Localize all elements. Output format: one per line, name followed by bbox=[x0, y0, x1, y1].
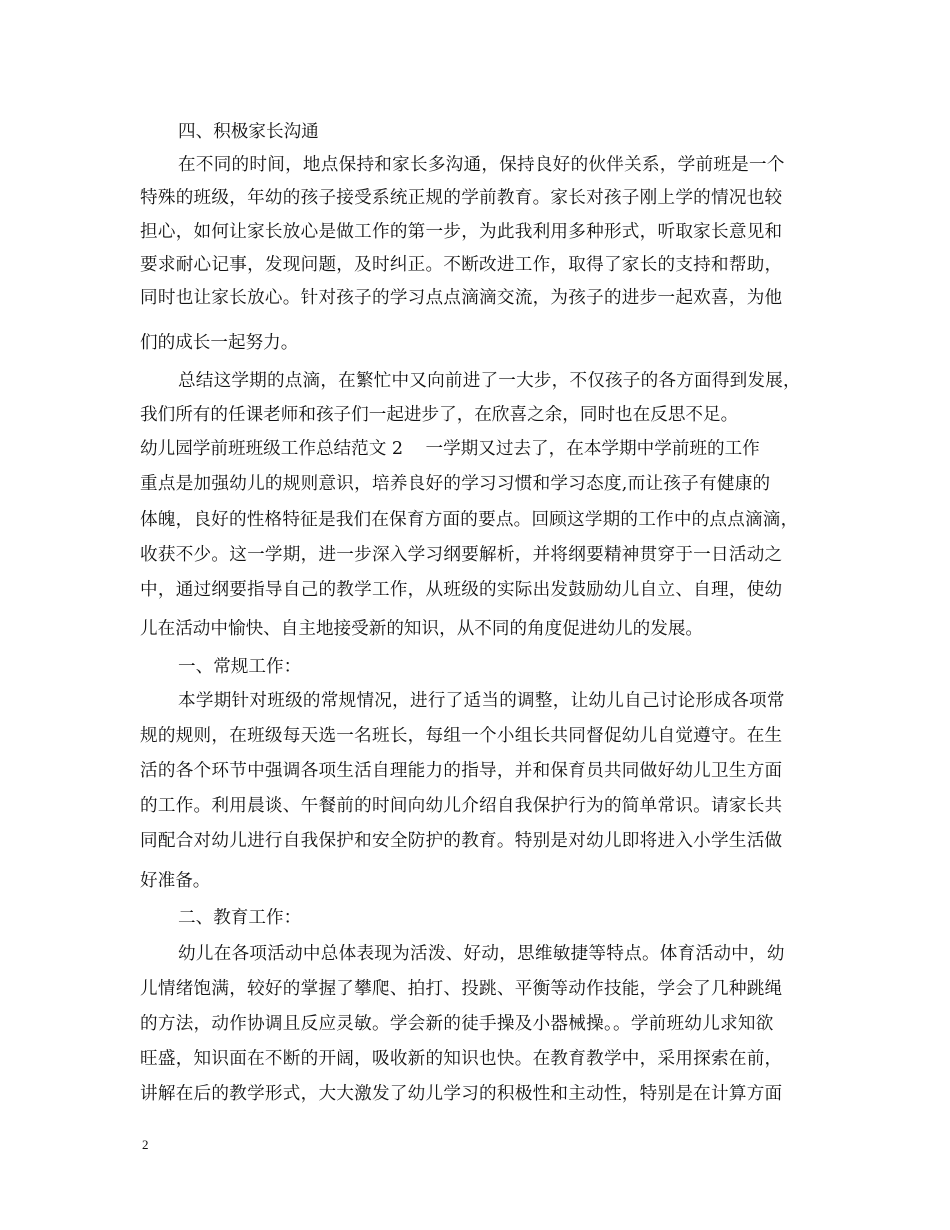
section-heading: 二、教育工作： bbox=[178, 908, 302, 928]
paragraph-line: 好准备。 bbox=[140, 871, 211, 891]
paragraph-line: 担心，如何让家长放心是做工作的第一步，为此我利用多种形式，听取家长意见和 bbox=[140, 222, 783, 242]
paragraph-line: 要求耐心记事，发现问题，及时纠正。不断改进工作，取得了家长的支持和帮助， bbox=[140, 255, 783, 275]
paragraph-line: 我们所有的任课老师和孩子们一起进步了，在欣喜之余，同时也在反思不足。 bbox=[140, 405, 739, 425]
paragraph-line: 重点是加强幼儿的规则意识，培养良好的学习习惯和学习态度,而让孩子有健康的 bbox=[140, 474, 771, 494]
paragraph-line: 的工作。利用晨谈、午餐前的时间向幼儿介绍自我保护行为的简单常识。请家长共 bbox=[140, 796, 783, 816]
paragraph-line: 本学期针对班级的常规情况，进行了适当的调整，让幼儿自己讨论形成各项常 bbox=[178, 691, 785, 711]
paragraph-line: 总结这学期的点滴，在繁忙中又向前进了一大步，不仅孩子的各方面得到发展， bbox=[178, 371, 801, 391]
paragraph-line: 的方法，动作协调且反应灵敏。学会新的徒手操及小器械操。。学前班幼儿求知欲 bbox=[140, 1014, 774, 1034]
paragraph-line: 儿情绪饱满，较好的掌握了攀爬、拍打、投跳、平衡等动作技能，学会了几种跳绳 bbox=[140, 979, 783, 999]
paragraph-line: 们的成长一起努力。 bbox=[140, 333, 299, 353]
paragraph-line: 同时也让家长放心。针对孩子的学习点点滴滴交流，为孩子的进步一起欢喜，为他 bbox=[140, 288, 783, 308]
paragraph-line: 儿在活动中愉快、自主地接受新的知识，从不同的角度促进幼儿的发展。 bbox=[140, 619, 704, 639]
section-heading: 一、常规工作： bbox=[178, 657, 302, 677]
paragraph-line: 活的各个环节中强调各项生活自理能力的指导，并和保育员共同做好幼儿卫生方面 bbox=[140, 761, 783, 781]
paragraph-line: 中，通过纲要指导自己的教学工作，从班级的实际出发鼓励幼儿自立、自理，使幼 bbox=[140, 580, 783, 600]
paragraph-line: 同配合对幼儿进行自我保护和安全防护的教育。特别是对幼儿即将进入小学生活做 bbox=[140, 831, 783, 851]
page-number: 2 bbox=[142, 1137, 149, 1152]
section-heading: 四、积极家长沟通 bbox=[178, 122, 319, 142]
paragraph-line: 规的规则，在班级每天选一名班长，每组一个小组长共同督促幼儿自觉遵守。在生 bbox=[140, 726, 783, 746]
paragraph-line: 收获不少。这一学期，进一步深入学习纲要解析，并将纲要精神贯穿于一日活动之 bbox=[140, 545, 783, 565]
paragraph-line: 讲解在后的教学形式，大大激发了幼儿学习的积极性和主动性，特别是在计算方面 bbox=[140, 1084, 783, 1104]
paragraph-line: 体魄，良好的性格特征是我们在保育方面的要点。回顾这学期的工作中的点点滴滴， bbox=[140, 510, 799, 530]
paragraph-line: 旺盛，知识面在不断的开阔，吸收新的知识也快。在教育教学中，采用探索在前， bbox=[140, 1049, 783, 1069]
article-title-line: 幼儿园学前班班级工作总结范文 2 一学期又过去了，在本学期中学前班的工作 bbox=[140, 439, 760, 459]
paragraph-line: 在不同的时间，地点保持和家长多沟通，保持良好的伙伴关系，学前班是一个 bbox=[178, 155, 785, 175]
paragraph-line: 幼儿在各项活动中总体表现为活泼、好动，思维敏捷等特点。体育活动中，幼 bbox=[178, 944, 785, 964]
paragraph-line: 特殊的班级，年幼的孩子接受系统正规的学前教育。家长对孩子刚上学的情况也较 bbox=[140, 188, 783, 208]
